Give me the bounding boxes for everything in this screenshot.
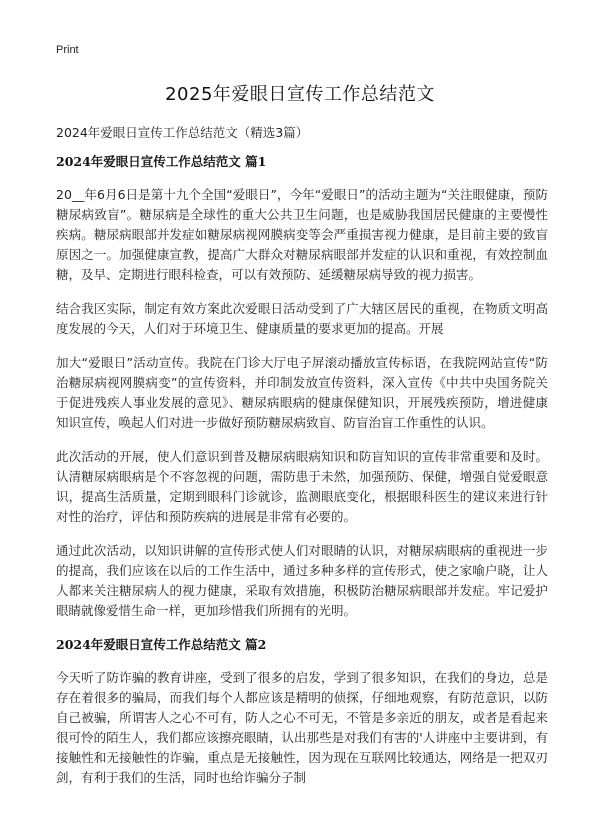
section-1 xyxy=(56,152,548,621)
paragraph: 通过此次活动，以知识讲解的宣传形式使人们对眼睛的认识，对糖尿病眼病的重视进一步的提高，我们应该在以后的工作生活中，通过多种多样的宣传形式，使之家喻户晓，让人人都来关注糖尿病人的视力健康，采取有效措施，积极防治糖尿病眼部并发症。牢记爱护眼睛就像爱惜生命一样，更加珍惜我们所拥有的光明。 xyxy=(56,543,548,618)
paragraph: 20__年6月6日是第十九个全国“爱眼日”，今年“爱眼日”的活动主题为“关注眼健康，预防糖尿病致盲”。糖尿病是全球性的重大公共卫生问题，也是威胁我国居民健康的主要慢性疾病。糖尿病眼部并发症如糖尿病视网膜病变等会严重损害视力健康，是目前主要的致盲原因之一。加强健康宣教，提高广大群众对糖尿病眼部并发症的认识和重视，有效控制血糖，及早、定期进行眼科检查，可以有效预防、延缓糖尿病导致的视力损害。 xyxy=(56,187,548,282)
paragraph: 结合我区实际，制定有效方案此次爱眼日活动受到了广大辖区居民的重视，在物质文明高度发展的今天，人们对于环境卫生、健康质量的要求更加的提高。开展 xyxy=(56,301,548,336)
section-2 xyxy=(56,635,548,788)
article-body xyxy=(56,152,548,802)
paragraph: 此次活动的开展，使人们意识到普及糖尿病眼病知识和防盲知识的宣传非常重要和及时。认清糖尿病眼病是个不容忽视的问题，需防患于未然，加强预防、保健，增强自觉爱眼意识，提高生活质量，定期到眼科门诊就诊，监测眼底变化，根据眼科医生的建议来进行针对性的治疗，评估和预防疾病的进展是非常有必要的。 xyxy=(56,449,548,524)
page-title: 2025年爱眼日宣传工作总结范文 xyxy=(165,84,435,105)
document-subtitle: 2024年爱眼日宣传工作总结范文（精选3篇） xyxy=(56,125,309,140)
paragraph: 加大“爱眼日”活动宣传。我院在门诊大厅电子屏滚动播放宣传标语，在我院网站宣传“防治糖尿病视网膜病变”的宣传资料，并印制发放宣传资料，深入宣传《中共中央国务院关于促进残疾人事业发展的意见》、糖尿病眼病的健康保健知识，开展残疾预防，增进健康知识宣传，唤起人们对进一步做好预防糖尿病致盲、防盲治盲工作重性的认识。 xyxy=(56,355,548,430)
section-heading: 2024年爱眼日宣传工作总结范文 篇2 xyxy=(56,637,267,652)
paragraph: 今天听了防诈骗的教育讲座，受到了很多的启发，学到了很多知识，在我们的身边，总是存在着很多的骗局，而我们每个人都应该是精明的侦探，仔细地观察，有防范意识，以防自己被骗，所谓害人之心不可有，防人之心不可无，不管是多亲近的朋友，或者是看起来很可怜的陌生人，我们都应该擦亮眼睛，认出那些是对我们有害的'人讲座中主要讲到，有接触性和无接触性的诈骗，重点是无接触性，因为现在互联网比较通达，网络是一把双刃剑，有利于我们的生活，同时也给诈骗分子制 xyxy=(56,670,548,785)
section-heading: 2024年爱眼日宣传工作总结范文 篇1 xyxy=(56,154,267,169)
print-link[interactable]: Print xyxy=(56,44,79,56)
